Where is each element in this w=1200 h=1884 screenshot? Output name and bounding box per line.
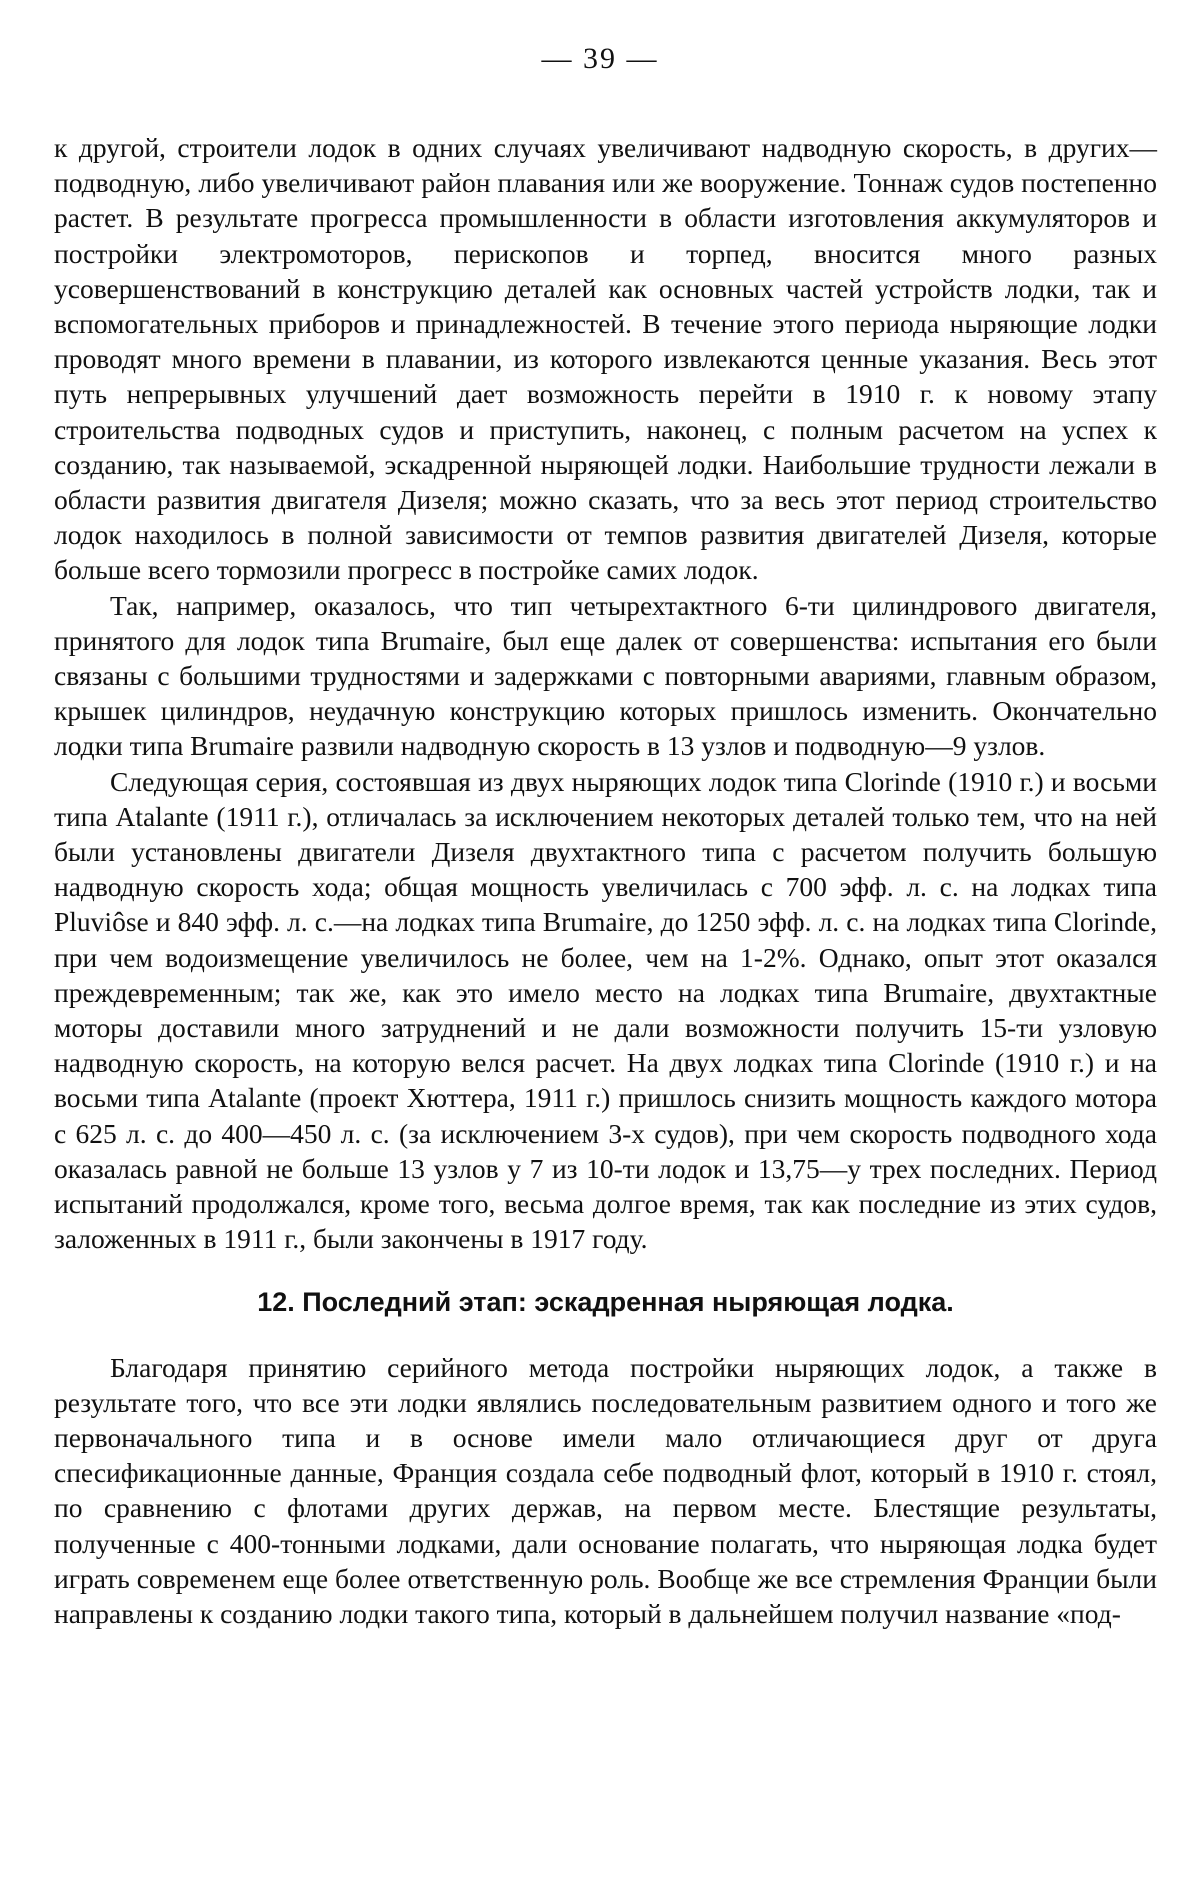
- section-heading: 12. Последний этап: эскадренная ныряющая лодка.: [257, 1286, 954, 1317]
- paragraph-1: к другой, строители лодок в одних случаях увеличивают надводную скорость, в других—подводную, либо увеличивают район плавания или же вооружение. Тоннаж судов постепенно растет. В результате прогресса промышленности в области изготовления аккумуляторов и постройки электромоторов, перископов и торпед, вносится много разных усовершенствований в конструкцию деталей как основных частей устройств лодки, так и вспомогательных приборов и принадлежностей. В течение этого периода ныряющие лодки проводят много времени в плавании, из которого извлекаются ценные указания. Весь этот путь непрерывных улучшений дает возможность перейти в 1910 г. к новому этапу строительства подводных судов и приступить, наконец, с полным расчетом на успех к созданию, так называемой, эскадренной ныряющей лодки. Наибольшие трудности лежали в области развития двигателя Дизеля; можно сказать, что за весь этот период строительство лодок находилось в полной зависимости от темпов развития двигателей Дизеля, которые больше всего тормозили прогресс в постройке самих лодок.: [54, 132, 1157, 586]
- page-number: — 39 —: [541, 42, 659, 75]
- paragraph-4: Благодаря принятию серийного метода постройки ныряющих лодок, а также в результате того, что все эти лодки являлись последовательным развитием одного и того же первоначального типа и в основе имели мало отличающиеся друг от друга спесификационные данные, Франция создала себе подводный флот, который в 1910 г. стоял, по сравнению с флотами других держав, на первом месте. Блестящие результаты, полученные с 400-тонными лодками, дали основание полагать, что ныряющая лодка будет играть современем еще более ответственную роль. Вообще же все стремления Франции были направлены к созданию лодки такого типа, который в дальнейшем получил название «под-: [54, 1351, 1157, 1629]
- paragraph-2: Так, например, оказалось, что тип четырехтактного 6-ти цилиндрового двигателя, принятого для лодок типа Brumaire, был еще далек от совершенства: испытания его были связаны с большими трудностями и задержками с повторными авариями, главным образом, крышек цилиндров, неудачную конструкцию которых пришлось изменить. Окончательно лодки типа Brumaire развили надводную скорость в 13 узлов и подводную—9 узлов.: [54, 589, 1157, 762]
- paragraph-3: Следующая серия, состоявшая из двух ныряющих лодок типа Clorinde (1910 г.) и восьми типа Atalante (1911 г.), отличалась за исключением некоторых деталей только тем, что на ней были установлены двигатели Дизеля двухтактного типа с расчетом получить большую надводную скорость хода; общая мощность увеличилась с 700 эфф. л. с. на лодках типа Pluviôse и 840 эфф. л. с.—на лодках типа Brumaire, до 1250 эфф. л. с. на лодках типа Clorinde, при чем водоизмещение увеличилось не более, чем на 1-2%. Однако, опыт этот оказался преждевременным; так же, как это имело место на лодках типа Brumaire, двухтактные моторы доставили много затруднений и не дали возможности получить 15-ти узловую надводную скорость, на которую велся расчет. На двух лодках типа Clorinde (1910 г.) и на восьми типа Atalante (проект Хюттера, 1911 г.) пришлось снизить мощность каждого мотора с 625 л. с. до 400—450 л. с. (за исключением 3-х судов), при чем скорость подводного хода оказалась равной не больше 13 узлов у 7 из 10-ти лодок и 13,75—у трех последних. Период испытаний продолжался, кроме того, весьма долгое время, так как последние из этих судов, заложенных в 1911 г., были закончены в 1917 году.: [54, 765, 1157, 1255]
- body-text: [54, 130, 1157, 1631]
